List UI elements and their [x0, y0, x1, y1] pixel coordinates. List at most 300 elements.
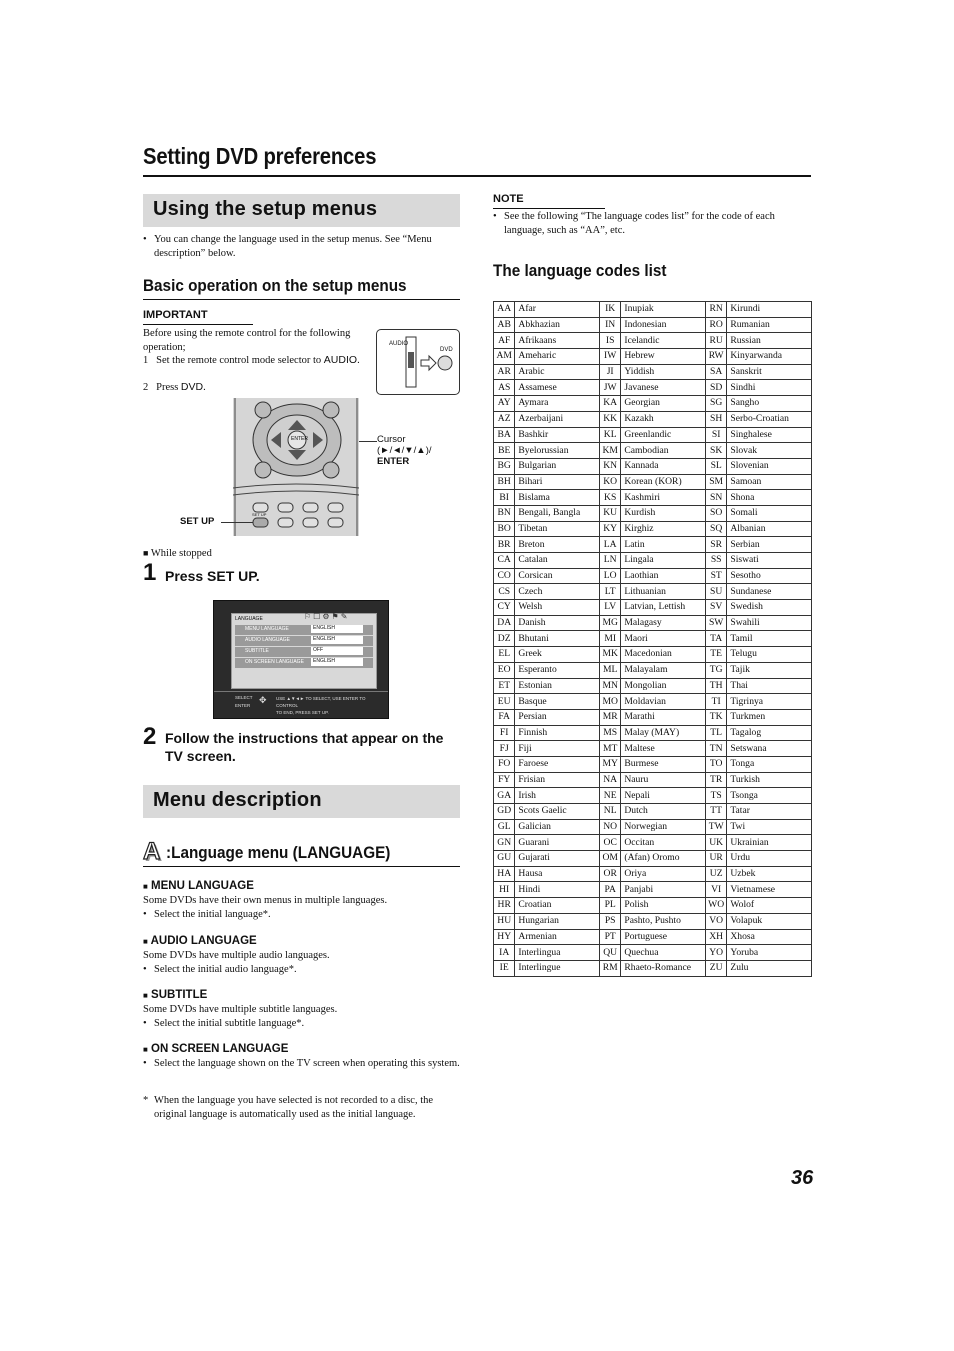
language-code-cell: FY: [494, 772, 515, 788]
osd-row: [235, 636, 373, 646]
square-bullet-icon: ■: [143, 882, 148, 891]
language-name-cell: Serbian: [727, 537, 812, 553]
language-name-cell: Vietnamese: [727, 882, 812, 898]
table-row: [494, 960, 812, 976]
cursor-leader-line: [359, 441, 377, 442]
language-name-cell: Tajik: [727, 662, 812, 678]
bullet-dot: •: [143, 909, 147, 920]
language-name-cell: Singhalese: [727, 427, 812, 443]
step-1-number: 1: [143, 559, 157, 586]
language-code-cell: TR: [705, 772, 726, 788]
table-row: [494, 866, 812, 882]
language-code-cell: GD: [494, 804, 515, 820]
language-code-cell: IW: [599, 349, 620, 365]
setup-leader-line: [221, 522, 253, 523]
language-name-cell: Afrikaans: [515, 333, 600, 349]
osd-footer-hint-2: TO END, PRESS SET UP.: [276, 710, 329, 715]
language-name-cell: Tonga: [727, 756, 812, 772]
language-code-cell: PL: [599, 898, 620, 914]
language-name-cell: Nepali: [621, 788, 706, 804]
table-row: [494, 380, 812, 396]
language-name-cell: Sesotho: [727, 568, 812, 584]
language-name-cell: Thai: [727, 678, 812, 694]
language-code-cell: IE: [494, 960, 515, 976]
language-code-cell: TA: [705, 631, 726, 647]
step-2-text: Follow the instructions that appear on the TV screen.: [165, 730, 444, 764]
language-name-cell: Slovak: [727, 443, 812, 459]
language-code-cell: MN: [599, 678, 620, 694]
language-name-cell: Mongolian: [621, 678, 706, 694]
osd-row-label: AUDIO LANGUAGE: [245, 637, 291, 643]
language-name-cell: Malayalam: [621, 662, 706, 678]
menu-language-title: MENU LANGUAGE: [151, 880, 254, 892]
language-code-cell: MY: [599, 756, 620, 772]
language-code-cell: TK: [705, 709, 726, 725]
osd-row-value: OFF: [311, 647, 363, 655]
language-code-cell: FI: [494, 725, 515, 741]
language-codes-body: [494, 302, 812, 977]
step-end: .: [357, 355, 360, 366]
note-bullet: See the following “The language codes list” for the code of each language, such as “AA”, etc.: [504, 211, 775, 236]
subtitle-title: SUBTITLE: [151, 989, 208, 1001]
language-code-cell: MO: [599, 694, 620, 710]
language-code-cell: NE: [599, 788, 620, 804]
subtitle-bullet: Select the initial subtitle language*.: [154, 1018, 305, 1029]
language-code-cell: DZ: [494, 631, 515, 647]
language-code-cell: GL: [494, 819, 515, 835]
language-name-cell: Corsican: [515, 568, 600, 584]
language-code-cell: QU: [599, 945, 620, 961]
language-code-cell: KO: [599, 474, 620, 490]
osd-row: [235, 658, 373, 668]
language-code-cell: TO: [705, 756, 726, 772]
language-name-cell: Siswati: [727, 553, 812, 569]
language-code-cell: JW: [599, 380, 620, 396]
language-code-cell: MG: [599, 615, 620, 631]
language-code-cell: BH: [494, 474, 515, 490]
language-code-cell: BO: [494, 521, 515, 537]
while-stopped: While stopped: [150, 548, 212, 559]
language-name-cell: Breton: [515, 537, 600, 553]
language-menu-heading: :Language menu (LANGUAGE): [166, 843, 391, 862]
language-code-cell: TW: [705, 819, 726, 835]
language-code-cell: HI: [494, 882, 515, 898]
language-code-cell: RM: [599, 960, 620, 976]
language-code-cell: AB: [494, 317, 515, 333]
language-name-cell: Afar: [515, 302, 600, 318]
language-code-cell: SG: [705, 396, 726, 412]
language-code-cell: DA: [494, 615, 515, 631]
cursor-enter: ENTER: [377, 456, 410, 467]
language-code-cell: SL: [705, 458, 726, 474]
language-name-cell: Macedonian: [621, 647, 706, 663]
language-name-cell: Interlingue: [515, 960, 600, 976]
language-name-cell: Persian: [515, 709, 600, 725]
language-name-cell: Latvian, Lettish: [621, 600, 706, 616]
footnote: [143, 1094, 466, 1122]
language-code-cell: FA: [494, 709, 515, 725]
page-number: 36: [791, 1167, 814, 1189]
cursor-label: Cursor: [377, 434, 406, 445]
osd-footer-hint-1: USE ▲▼◄► TO SELECT, USE ENTER TO CONTROL: [276, 696, 366, 708]
basic-operation-heading: Basic operation on the setup menus: [143, 276, 407, 295]
language-code-cell: HR: [494, 898, 515, 914]
table-row: [494, 427, 812, 443]
language-code-cell: BN: [494, 505, 515, 521]
language-code-cell: TN: [705, 741, 726, 757]
language-code-cell: SD: [705, 380, 726, 396]
language-name-cell: Burmese: [621, 756, 706, 772]
language-code-cell: OR: [599, 866, 620, 882]
language-code-cell: KN: [599, 458, 620, 474]
language-name-cell: Bihari: [515, 474, 600, 490]
table-row: [494, 851, 812, 867]
note-rule: [493, 208, 605, 209]
language-name-cell: Laothian: [621, 568, 706, 584]
language-code-cell: TH: [705, 678, 726, 694]
table-row: [494, 302, 812, 318]
osd-header: LANGUAGE: [235, 616, 263, 622]
language-code-cell: ML: [599, 662, 620, 678]
language-code-cell: SN: [705, 490, 726, 506]
language-name-cell: Basque: [515, 694, 600, 710]
language-name-cell: Bislama: [515, 490, 600, 506]
language-name-cell: Samoan: [727, 474, 812, 490]
language-code-cell: TS: [705, 788, 726, 804]
language-code-cell: AF: [494, 333, 515, 349]
language-code-cell: TE: [705, 647, 726, 663]
language-name-cell: Danish: [515, 615, 600, 631]
language-code-cell: FJ: [494, 741, 515, 757]
language-name-cell: Finnish: [515, 725, 600, 741]
language-code-cell: LO: [599, 568, 620, 584]
language-name-cell: Lithuanian: [621, 584, 706, 600]
table-row: [494, 741, 812, 757]
language-code-cell: AZ: [494, 411, 515, 427]
menu-language-desc: Some DVDs have their own menus in multiple languages.: [143, 895, 388, 906]
table-row: [494, 882, 812, 898]
language-name-cell: Swedish: [727, 600, 812, 616]
language-name-cell: Bashkir: [515, 427, 600, 443]
language-name-cell: Polish: [621, 898, 706, 914]
language-name-cell: Fiji: [515, 741, 600, 757]
table-row: [494, 317, 812, 333]
language-code-cell: PA: [599, 882, 620, 898]
language-code-cell: PT: [599, 929, 620, 945]
language-name-cell: Kirundi: [727, 302, 812, 318]
language-code-cell: SO: [705, 505, 726, 521]
osd-footer-keys: [235, 694, 253, 710]
language-code-cell: XH: [705, 929, 726, 945]
language-name-cell: Kurdish: [621, 505, 706, 521]
table-row: [494, 349, 812, 365]
language-name-cell: Panjabi: [621, 882, 706, 898]
language-code-cell: AY: [494, 396, 515, 412]
language-name-cell: Rhaeto-Romance: [621, 960, 706, 976]
language-name-cell: Setswana: [727, 741, 812, 757]
language-code-cell: GN: [494, 835, 515, 851]
language-name-cell: Maltese: [621, 741, 706, 757]
language-name-cell: Uzbek: [727, 866, 812, 882]
language-name-cell: Marathi: [621, 709, 706, 725]
language-code-cell: TG: [705, 662, 726, 678]
language-name-cell: Tsonga: [727, 788, 812, 804]
on-screen-language-title: ON SCREEN LANGUAGE: [151, 1043, 289, 1055]
important-text: Before using the remote control for the following operation;: [143, 328, 351, 353]
language-name-cell: Moldavian: [621, 694, 706, 710]
language-name-cell: Hebrew: [621, 349, 706, 365]
language-code-cell: FO: [494, 756, 515, 772]
language-name-cell: Interlingua: [515, 945, 600, 961]
language-code-cell: UR: [705, 851, 726, 867]
language-name-cell: Nauru: [621, 772, 706, 788]
language-code-cell: KA: [599, 396, 620, 412]
language-name-cell: Korean (KOR): [621, 474, 706, 490]
language-name-cell: Zulu: [727, 960, 812, 976]
section-banner-menu-label: Menu description: [153, 789, 322, 811]
language-code-cell: OM: [599, 851, 620, 867]
audio-language-item: [143, 935, 460, 977]
language-code-cell: EO: [494, 662, 515, 678]
dvd-label: DVD: [440, 347, 453, 353]
menu-language-bullet: Select the initial language*.: [154, 909, 271, 920]
language-code-cell: MT: [599, 741, 620, 757]
language-name-cell: Bengali, Bangla: [515, 505, 600, 521]
table-row: [494, 819, 812, 835]
language-code-cell: BA: [494, 427, 515, 443]
square-bullet-icon: ■: [143, 937, 148, 946]
language-name-cell: Assamese: [515, 380, 600, 396]
language-name-cell: Estonian: [515, 678, 600, 694]
on-screen-language-bullet: Select the language shown on the TV screen when operating this system.: [154, 1058, 460, 1069]
language-name-cell: Aymara: [515, 396, 600, 412]
page-title: Setting DVD preferences: [143, 143, 377, 169]
language-code-cell: GU: [494, 851, 515, 867]
language-name-cell: (Afan) Oromo: [621, 851, 706, 867]
language-code-cell: BI: [494, 490, 515, 506]
language-name-cell: Sindhi: [727, 380, 812, 396]
language-code-cell: LV: [599, 600, 620, 616]
language-heading-rule: [143, 866, 460, 867]
language-name-cell: Guarani: [515, 835, 600, 851]
on-screen-language-bullet-row: [143, 1057, 460, 1071]
language-name-cell: Faroese: [515, 756, 600, 772]
language-name-cell: Latin: [621, 537, 706, 553]
setup-callout: SET UP: [180, 516, 215, 527]
language-name-cell: Scots Gaelic: [515, 804, 600, 820]
menu-language-item: [143, 880, 460, 922]
language-code-cell: GA: [494, 788, 515, 804]
table-row: [494, 396, 812, 412]
setup-menu-screenshot: [213, 600, 389, 719]
language-name-cell: Greenlandic: [621, 427, 706, 443]
audio-label: AUDIO: [389, 341, 409, 347]
language-code-cell: NO: [599, 819, 620, 835]
table-row: [494, 490, 812, 506]
remote-illustration: [233, 398, 359, 536]
language-name-cell: Occitan: [621, 835, 706, 851]
language-code-cell: SR: [705, 537, 726, 553]
table-row: [494, 631, 812, 647]
language-name-cell: Esperanto: [515, 662, 600, 678]
language-code-cell: CS: [494, 584, 515, 600]
language-name-cell: Quechua: [621, 945, 706, 961]
language-name-cell: Albanian: [727, 521, 812, 537]
bullet-dot: •: [143, 1018, 147, 1029]
table-row: [494, 788, 812, 804]
language-code-cell: RO: [705, 317, 726, 333]
language-name-cell: Turkish: [727, 772, 812, 788]
table-row: [494, 678, 812, 694]
language-name-cell: Abkhazian: [515, 317, 600, 333]
language-code-cell: KY: [599, 521, 620, 537]
language-code-cell: ST: [705, 568, 726, 584]
osd-divider: [214, 691, 388, 692]
language-code-cell: ET: [494, 678, 515, 694]
language-code-cell: SK: [705, 443, 726, 459]
table-row: [494, 709, 812, 725]
language-code-cell: WO: [705, 898, 726, 914]
language-name-cell: Volapuk: [727, 913, 812, 929]
step-text: Press: [156, 382, 181, 393]
language-code-cell: SV: [705, 600, 726, 616]
language-code-cell: IK: [599, 302, 620, 318]
language-name-cell: Georgian: [621, 396, 706, 412]
language-code-cell: SH: [705, 411, 726, 427]
important-step-2: [143, 380, 206, 395]
table-row: [494, 835, 812, 851]
osd-row-label: SUBTITLE: [245, 648, 269, 654]
table-row: [494, 600, 812, 616]
language-code-cell: RN: [705, 302, 726, 318]
language-code-cell: KL: [599, 427, 620, 443]
table-row: [494, 553, 812, 569]
audio-language-title-row: [143, 935, 460, 947]
table-row: [494, 584, 812, 600]
section-banner-menu: [143, 785, 460, 818]
language-name-cell: Croatian: [515, 898, 600, 914]
language-code-cell: SU: [705, 584, 726, 600]
language-name-cell: Greek: [515, 647, 600, 663]
audio-language-title: AUDIO LANGUAGE: [150, 935, 257, 947]
table-row: [494, 662, 812, 678]
language-name-cell: Pashto, Pushto: [621, 913, 706, 929]
table-row: [494, 913, 812, 929]
language-name-cell: Twi: [727, 819, 812, 835]
osd-row-value: ENGLISH: [311, 658, 363, 666]
language-code-cell: OC: [599, 835, 620, 851]
language-codes-table: [493, 301, 812, 977]
cursor-arrows: (►/◄/▼/▲)/: [377, 445, 432, 456]
table-row: [494, 458, 812, 474]
language-name-cell: Indonesian: [621, 317, 706, 333]
table-row: [494, 725, 812, 741]
language-name-cell: Russian: [727, 333, 812, 349]
language-name-cell: Ameharic: [515, 349, 600, 365]
language-code-cell: IA: [494, 945, 515, 961]
language-name-cell: Slovenian: [727, 458, 812, 474]
language-code-cell: PS: [599, 913, 620, 929]
subtitle-bullet-row: [143, 1017, 460, 1031]
table-row: [494, 694, 812, 710]
language-code-cell: HA: [494, 866, 515, 882]
language-name-cell: Javanese: [621, 380, 706, 396]
menu-language-title-row: [143, 880, 460, 892]
osd-footer-hint: [276, 695, 388, 716]
language-code-cell: TI: [705, 694, 726, 710]
intro-bullet: • You can change the language used in the setup menus. See “Menu description” below.: [143, 233, 454, 261]
language-code-cell: SW: [705, 615, 726, 631]
table-row: [494, 443, 812, 459]
language-code-cell: LA: [599, 537, 620, 553]
language-menu-heading-row: [143, 838, 160, 866]
language-name-cell: Icelandic: [621, 333, 706, 349]
language-name-cell: Irish: [515, 788, 600, 804]
language-name-cell: Dutch: [621, 804, 706, 820]
language-name-cell: Hausa: [515, 866, 600, 882]
osd-tab-icons: ⚐☐⚙⚑✎: [304, 612, 350, 621]
language-name-cell: Kirghiz: [621, 521, 706, 537]
language-code-cell: CY: [494, 600, 515, 616]
language-name-cell: Kinyarwanda: [727, 349, 812, 365]
language-name-cell: Bulgarian: [515, 458, 600, 474]
table-row: [494, 364, 812, 380]
step-number: 1: [143, 355, 149, 366]
language-code-cell: TL: [705, 725, 726, 741]
language-code-cell: SS: [705, 553, 726, 569]
language-code-cell: RU: [705, 333, 726, 349]
language-code-cell: UZ: [705, 866, 726, 882]
language-name-cell: Czech: [515, 584, 600, 600]
bullet-dot: •: [493, 211, 497, 222]
language-name-cell: Urdu: [727, 851, 812, 867]
section-banner-setup: [143, 194, 460, 227]
language-name-cell: Bhutani: [515, 631, 600, 647]
language-code-cell: IN: [599, 317, 620, 333]
language-name-cell: Malay (MAY): [621, 725, 706, 741]
heading-rule: [143, 299, 460, 300]
language-name-cell: Serbo-Croatian: [727, 411, 812, 427]
language-code-cell: EL: [494, 647, 515, 663]
table-row: [494, 521, 812, 537]
language-name-cell: Kannada: [621, 458, 706, 474]
table-row: [494, 474, 812, 490]
language-name-cell: Turkmen: [727, 709, 812, 725]
mode-selector-illustration: [376, 329, 460, 395]
language-code-cell: BR: [494, 537, 515, 553]
audio-language-desc: Some DVDs have multiple audio languages.: [143, 950, 330, 961]
language-code-cell: NL: [599, 804, 620, 820]
language-code-cell: KU: [599, 505, 620, 521]
language-code-cell: VO: [705, 913, 726, 929]
language-name-cell: Cambodian: [621, 443, 706, 459]
language-code-cell: CO: [494, 568, 515, 584]
subtitle-item: [143, 989, 460, 1031]
language-code-cell: NA: [599, 772, 620, 788]
table-row: [494, 804, 812, 820]
footnote-text: When the language you have selected is not recorded to a disc, the original language is automatically used as the initial language.: [154, 1095, 434, 1120]
language-name-cell: Catalan: [515, 553, 600, 569]
language-code-cell: JI: [599, 364, 620, 380]
menu-language-bullet-row: [143, 908, 460, 922]
step-number: 2: [143, 382, 149, 393]
language-name-cell: Yiddish: [621, 364, 706, 380]
language-name-cell: Azerbaijani: [515, 411, 600, 427]
language-name-cell: Tamil: [727, 631, 812, 647]
language-code-cell: KS: [599, 490, 620, 506]
table-row: [494, 772, 812, 788]
osd-cursor-icon: ✥: [259, 695, 267, 705]
